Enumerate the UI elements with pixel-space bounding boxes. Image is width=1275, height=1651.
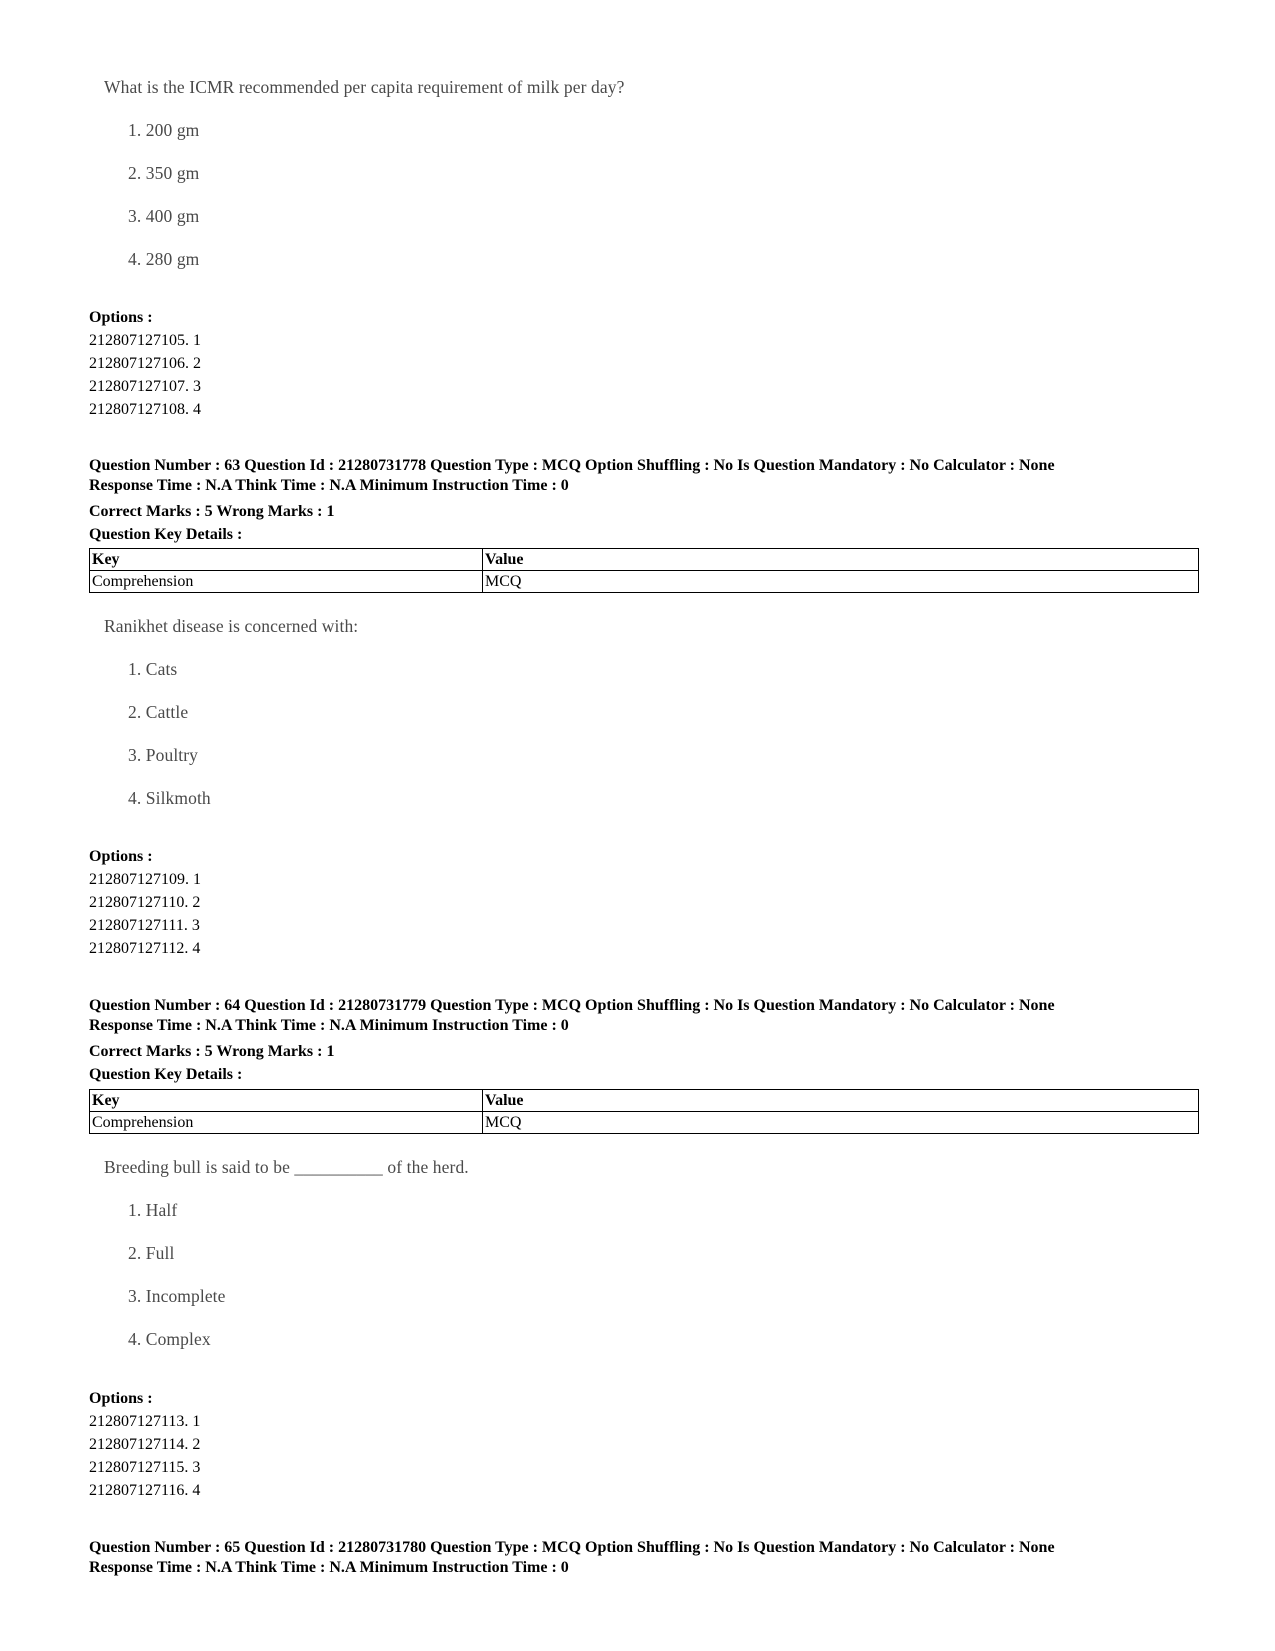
table-cell-value: MCQ <box>483 1112 1199 1134</box>
option-id: 212807127112. 4 <box>89 940 201 957</box>
table-cell-key: Comprehension <box>90 1112 483 1134</box>
choice-1: 1. Cats <box>128 659 178 679</box>
options-label: Options : <box>89 1390 153 1407</box>
choice-4: 4. 280 gm <box>128 249 200 269</box>
choice-3: 3. 400 gm <box>128 206 200 226</box>
option-id: 212807127110. 2 <box>89 894 201 911</box>
table-cell-key: Comprehension <box>90 571 483 593</box>
choice-3: 3. Poultry <box>128 745 199 765</box>
option-id: 212807127106. 2 <box>89 355 201 372</box>
option-id: 212807127108. 4 <box>89 401 201 418</box>
marks-text: Correct Marks : 5 Wrong Marks : 1 <box>89 1043 335 1060</box>
question-header-63 <box>89 456 1199 496</box>
question-meta-line1: Question Number : 63 Question Id : 21280731778 Question Type : MCQ Option Shuffling : No Is Question Mandatory : No Calculator : None <box>89 457 1055 474</box>
table-header-value: Value <box>483 549 1199 571</box>
table-row <box>90 571 1199 593</box>
table-cell-value: MCQ <box>483 571 1199 593</box>
question-meta-line1: Question Number : 64 Question Id : 21280731779 Question Type : MCQ Option Shuffling : No Is Question Mandatory : No Calculator : None <box>89 997 1055 1014</box>
key-table-64 <box>89 1089 1199 1134</box>
options-block-64 <box>89 1387 1199 1502</box>
options-block-62 <box>89 306 1199 421</box>
marks-block-64 <box>89 1040 1199 1086</box>
option-id: 212807127113. 1 <box>89 1413 201 1430</box>
choice-1: 1. Half <box>128 1200 178 1220</box>
options-block-63 <box>89 845 1199 960</box>
table-header-key: Key <box>90 1090 483 1112</box>
option-id: 212807127116. 4 <box>89 1482 201 1499</box>
option-id: 212807127114. 2 <box>89 1436 201 1453</box>
question-meta-line2: Response Time : N.A Think Time : N.A Minimum Instruction Time : 0 <box>89 477 569 494</box>
option-id: 212807127111. 3 <box>89 917 200 934</box>
choice-4: 4. Complex <box>128 1329 211 1349</box>
table-header-value: Value <box>483 1090 1199 1112</box>
table-header-key: Key <box>90 549 483 571</box>
option-id: 212807127109. 1 <box>89 871 201 888</box>
choice-2: 2. Full <box>128 1243 175 1263</box>
marks-block-63 <box>89 500 1199 546</box>
question-text: What is the ICMR recommended per capita requirement of milk per day? <box>104 77 625 97</box>
options-label: Options : <box>89 848 153 865</box>
key-table-63 <box>89 548 1199 593</box>
key-details-label: Question Key Details : <box>89 526 243 543</box>
question-meta-line1: Question Number : 65 Question Id : 21280731780 Question Type : MCQ Option Shuffling : No Is Question Mandatory : No Calculator : None <box>89 1539 1055 1556</box>
question-text: Breeding bull is said to be __________ of the herd. <box>104 1157 469 1177</box>
question-meta-line2: Response Time : N.A Think Time : N.A Minimum Instruction Time : 0 <box>89 1559 569 1576</box>
option-id: 212807127105. 1 <box>89 332 201 349</box>
options-label: Options : <box>89 309 153 326</box>
question-header-64 <box>89 996 1199 1036</box>
choice-4: 4. Silkmoth <box>128 788 211 808</box>
question-meta-line2: Response Time : N.A Think Time : N.A Minimum Instruction Time : 0 <box>89 1017 569 1034</box>
choice-3: 3. Incomplete <box>128 1286 226 1306</box>
table-row <box>90 1112 1199 1134</box>
question-header-65 <box>89 1538 1199 1578</box>
choice-2: 2. 350 gm <box>128 163 200 183</box>
marks-text: Correct Marks : 5 Wrong Marks : 1 <box>89 503 335 520</box>
choice-2: 2. Cattle <box>128 702 189 722</box>
choice-1: 1. 200 gm <box>128 120 200 140</box>
option-id: 212807127107. 3 <box>89 378 201 395</box>
option-id: 212807127115. 3 <box>89 1459 201 1476</box>
key-details-label: Question Key Details : <box>89 1066 243 1083</box>
question-text: Ranikhet disease is concerned with: <box>104 616 359 636</box>
